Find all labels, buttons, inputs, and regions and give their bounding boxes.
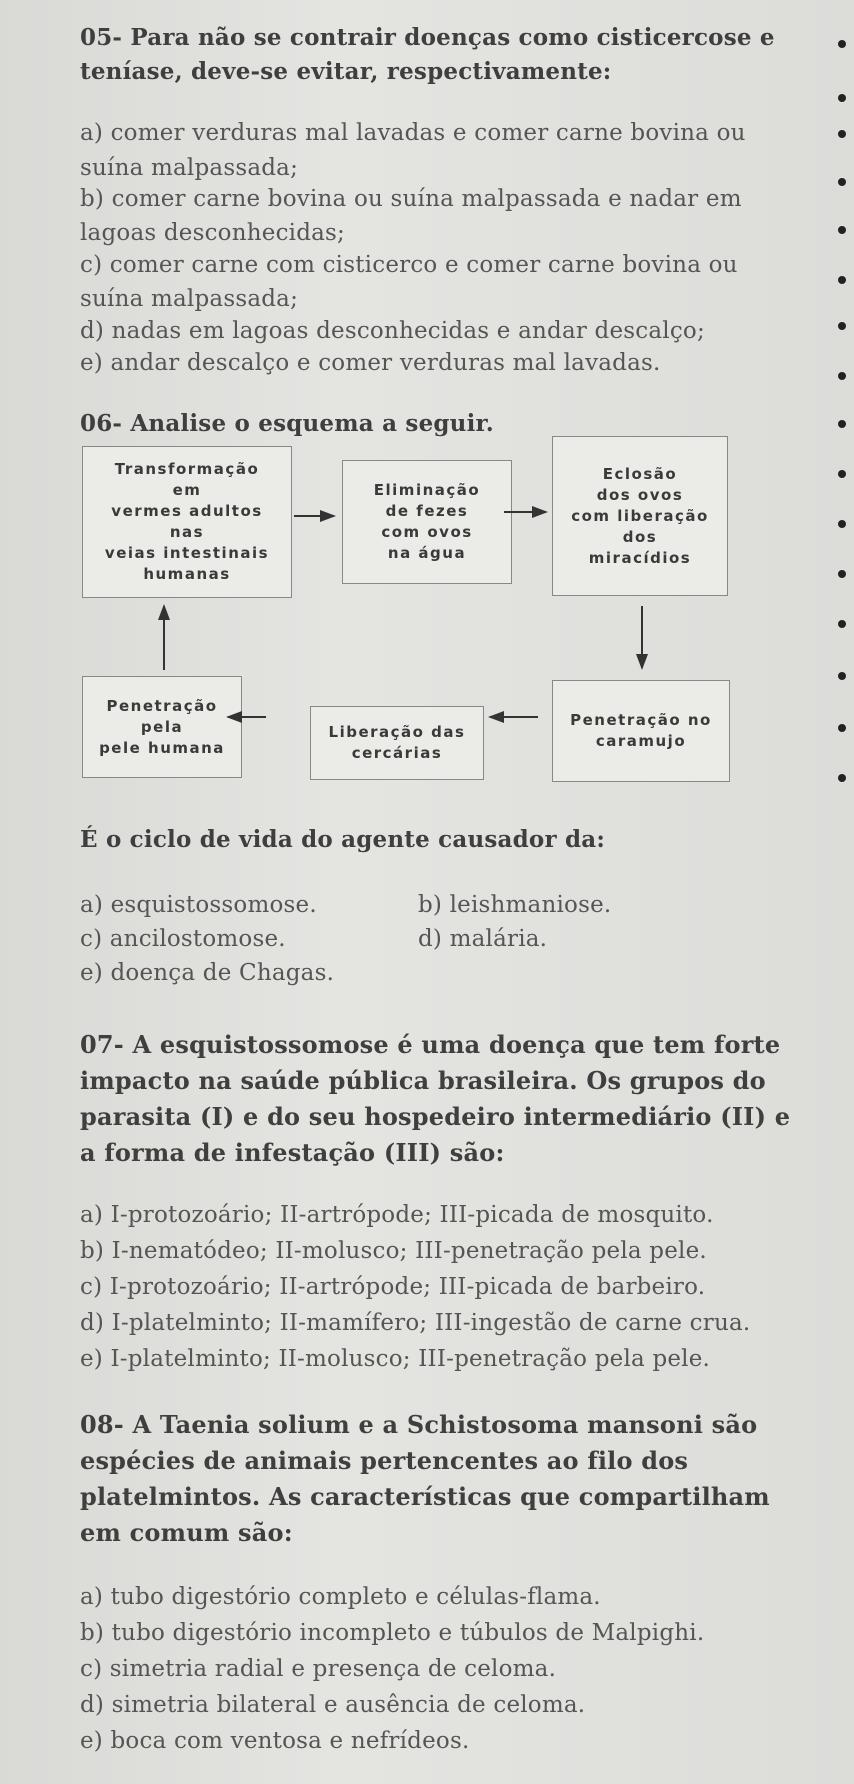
q06-option-c: c) ancilostomose. <box>80 926 286 952</box>
q05-option-c-line-1: c) comer carne com cisticerco e comer carne bovina ou <box>80 252 738 278</box>
spiral-hole <box>838 226 846 234</box>
spiral-hole <box>838 470 846 478</box>
box3-line: Eclosão <box>602 464 678 483</box>
box1-line: vermes adultos <box>111 502 263 520</box>
q08-stem-line-2: espécies de animais pertencentes ao filo dos <box>80 1446 689 1475</box>
q05-option-a-line-2: suína malpassada; <box>80 155 299 181</box>
diagram-arrows <box>0 0 854 820</box>
q07-option-b: b) I-nematódeo; II-molusco; III-penetração pela pele. <box>80 1238 707 1264</box>
q06-option-a: a) esquistossomose. <box>80 892 317 918</box>
spiral-hole <box>838 372 846 380</box>
q05-option-a-line-1: a) comer verduras mal lavadas e comer carne bovina ou <box>80 120 746 146</box>
spiral-hole <box>838 94 846 102</box>
q07-stem-line-3: parasita (I) e do seu hospedeiro intermediário (II) e <box>80 1102 791 1131</box>
box3-line: miracídios <box>588 548 692 567</box>
q08-stem-line-1: 08- A Taenia solium e a Schistosoma mansoni são <box>80 1410 758 1439</box>
spiral-hole <box>838 672 846 680</box>
q05-stem-line-2: teníase, deve-se evitar, respectivamente: <box>80 58 612 85</box>
q05-option-d: d) nadas em lagoas desconhecidas e andar descalço; <box>80 318 705 344</box>
q07-stem-line-2: impacto na saúde pública brasileira. Os grupos do <box>80 1066 766 1095</box>
q08-option-c: c) simetria radial e presença de celoma. <box>80 1656 557 1682</box>
q05-option-b-line-1: b) comer carne bovina ou suína malpassada e nadar em <box>80 186 742 212</box>
q08-option-e: e) boca com ventosa e nefrídeos. <box>80 1728 470 1754</box>
spiral-hole <box>838 178 846 186</box>
q08-option-b: b) tubo digestório incompleto e túbulos de Malpighi. <box>80 1620 705 1646</box>
q06-option-d: d) malária. <box>418 926 548 952</box>
q06-option-b: b) leishmaniose. <box>418 892 612 918</box>
q08-stem-line-3: platelmintos. As características que compartilham <box>80 1482 770 1511</box>
spiral-hole <box>838 520 846 528</box>
box2-line: de fezes <box>385 502 469 520</box>
q05-stem-line-1: 05- Para não se contrair doenças como cisticercose e <box>80 24 775 51</box>
box2-line: na água <box>387 544 467 562</box>
box1-line: veias intestinais <box>104 544 270 562</box>
notebook-spiral-binding <box>836 0 854 1784</box>
spiral-hole <box>838 130 846 138</box>
q06-stem: 06- Analise o esquema a seguir. <box>80 410 494 437</box>
spiral-hole <box>838 40 846 48</box>
spiral-hole <box>838 570 846 578</box>
q07-option-c: c) I-protozoário; II-artrópode; III-picada de barbeiro. <box>80 1274 706 1300</box>
q07-option-a: a) I-protozoário; II-artrópode; III-picada de mosquito. <box>80 1202 714 1228</box>
spiral-hole <box>838 420 846 428</box>
q05-option-c-line-2: suína malpassada; <box>80 286 299 312</box>
box1-line: humanas <box>143 565 231 583</box>
spiral-hole <box>838 276 846 284</box>
box6-line: caramujo <box>595 732 687 750</box>
q08-option-d: d) simetria bilateral e ausência de celoma. <box>80 1692 586 1718</box>
spiral-hole <box>838 724 846 732</box>
q08-stem-line-4: em comum são: <box>80 1518 293 1547</box>
q06-question: É o ciclo de vida do agente causador da: <box>80 826 606 853</box>
box6-line: Penetração no <box>570 711 712 729</box>
spiral-hole <box>838 620 846 628</box>
q06-option-e: e) doença de Chagas. <box>80 960 335 986</box>
box5-line: cercárias <box>351 744 443 762</box>
box1-line: Transformação <box>114 460 260 478</box>
q07-stem-line-1: 07- A esquistossomose é uma doença que tem forte <box>80 1030 781 1059</box>
box4-line: Penetração <box>106 696 218 715</box>
q05-option-e: e) andar descalço e comer verduras mal lavadas. <box>80 350 661 376</box>
box4-line: pele humana <box>99 738 225 757</box>
box5-line: Liberação das <box>328 723 466 741</box>
box2-line: Eliminação <box>373 481 481 499</box>
spiral-hole <box>838 774 846 782</box>
box1-line: nas <box>169 523 205 541</box>
box3-line: dos ovos <box>596 485 684 504</box>
box2-line: com ovos <box>381 523 473 541</box>
q05-option-b-line-2: lagoas desconhecidas; <box>80 220 345 246</box>
box4-line: pela <box>140 717 184 736</box>
q07-option-e: e) I-platelminto; II-molusco; III-penetração pela pele. <box>80 1346 711 1372</box>
spiral-hole <box>838 322 846 330</box>
q07-option-d: d) I-platelminto; II-mamífero; III-ingestão de carne crua. <box>80 1310 751 1336</box>
q07-stem-line-4: a forma de infestação (III) são: <box>80 1138 505 1167</box>
q08-option-a: a) tubo digestório completo e células-flama. <box>80 1584 601 1610</box>
box1-line: em <box>172 481 202 499</box>
box3-line: com liberação <box>571 506 709 525</box>
box3-line: dos <box>622 527 658 546</box>
